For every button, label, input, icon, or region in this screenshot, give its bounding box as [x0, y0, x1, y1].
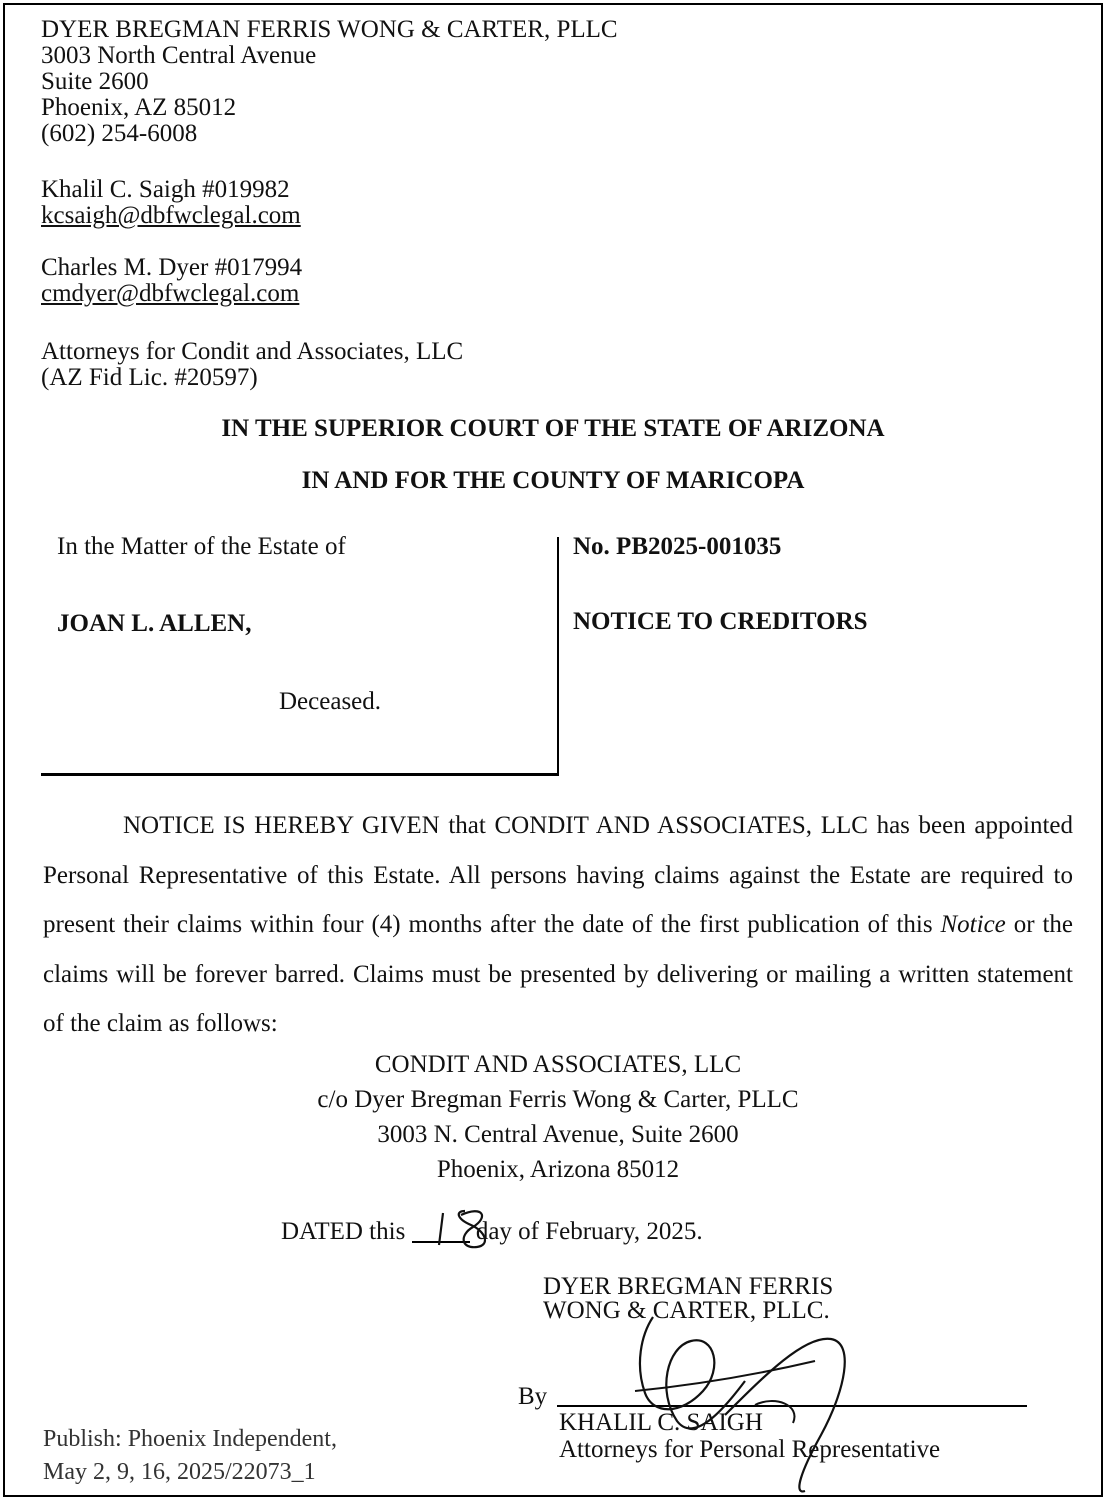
- attorneys-for-line-2: (AZ Fid Lic. #20597): [41, 364, 258, 391]
- matter-of-estate: In the Matter of the Estate of: [57, 533, 346, 560]
- attorney-name: Charles M. Dyer #017994: [41, 254, 303, 281]
- publish-line-2: May 2, 9, 16, 2025/22073_1: [43, 1459, 316, 1485]
- firm-address-1: 3003 North Central Avenue: [41, 42, 317, 69]
- mailing-line-1: CONDIT AND ASSOCIATES, LLC: [374, 1051, 742, 1078]
- handwritten-signature-icon: [605, 1295, 905, 1495]
- mailing-line-3: 3003 N. Central Avenue, Suite 2600: [377, 1121, 739, 1148]
- notice-body: [43, 801, 1073, 1049]
- attorney-email[interactable]: kcsaigh@dbfwclegal.com: [41, 202, 301, 229]
- signer-role: Attorneys for Personal Representative: [559, 1436, 941, 1463]
- mailing-address: [5, 1047, 1106, 1187]
- document-title: NOTICE TO CREDITORS: [573, 608, 868, 635]
- court-county: IN AND FOR THE COUNTY OF MARICOPA: [301, 467, 805, 494]
- attorney-saigh: [41, 177, 301, 229]
- attorney-dyer: [41, 255, 302, 307]
- dated-prefix: DATED this: [281, 1218, 406, 1245]
- firm-address-2: Suite 2600: [41, 68, 149, 95]
- attorney-name: Khalil C. Saigh #019982: [41, 176, 290, 203]
- sig-firm-line-2: WONG & CARTER, PLLC.: [543, 1297, 830, 1324]
- publish-info: [43, 1423, 337, 1489]
- publish-line-1: Publish: Phoenix Independent,: [43, 1426, 337, 1452]
- sig-firm-line-1: DYER BREGMAN FERRIS: [543, 1273, 834, 1300]
- firm-phone: (602) 254-6008: [41, 120, 198, 147]
- attorney-email[interactable]: cmdyer@dbfwclegal.com: [41, 280, 300, 307]
- notice-text-part-2: or the claims will be forever barred. Claims must be presented by delivering or mailing a written statement of the claim as follows:: [43, 911, 1073, 1037]
- court-title: IN THE SUPERIOR COURT OF THE STATE OF ARIZONA: [221, 415, 885, 442]
- attorneys-for-line-1: Attorneys for Condit and Associates, LLC: [41, 338, 464, 365]
- mailing-line-4: Phoenix, Arizona 85012: [436, 1156, 680, 1183]
- firm-header: [41, 17, 618, 147]
- mailing-line-2: c/o Dyer Bregman Ferris Wong & Carter, PLLC: [317, 1086, 799, 1113]
- dated-suffix: day of February, 2025.: [475, 1218, 703, 1245]
- firm-city: Phoenix, AZ 85012: [41, 94, 237, 121]
- attorneys-for: [41, 339, 463, 391]
- by-label: By: [518, 1383, 548, 1410]
- legal-notice-page: [3, 3, 1103, 1497]
- decedent-name: JOAN L. ALLEN,: [57, 610, 252, 637]
- deceased-label: Deceased.: [279, 688, 382, 715]
- caption-divider-vertical: [557, 537, 559, 775]
- signer-name: KHALIL C. SAIGH: [559, 1409, 763, 1436]
- handwritten-day-icon: [431, 1203, 501, 1253]
- notice-text-part-1: NOTICE IS HEREBY GIVEN that CONDIT AND ASSOCIATES, LLC has been appointed Personal Representative of this Estate. All persons having claims against the Estate are required to present their claims within four (4) months after the date of the first publication of this: [43, 812, 1073, 938]
- case-number: No. PB2025-001035: [573, 533, 782, 560]
- firm-name: DYER BREGMAN FERRIS WONG & CARTER, PLLC: [41, 16, 618, 43]
- notice-italic-word: Notice: [940, 911, 1006, 938]
- caption-divider-horizontal: [41, 773, 559, 776]
